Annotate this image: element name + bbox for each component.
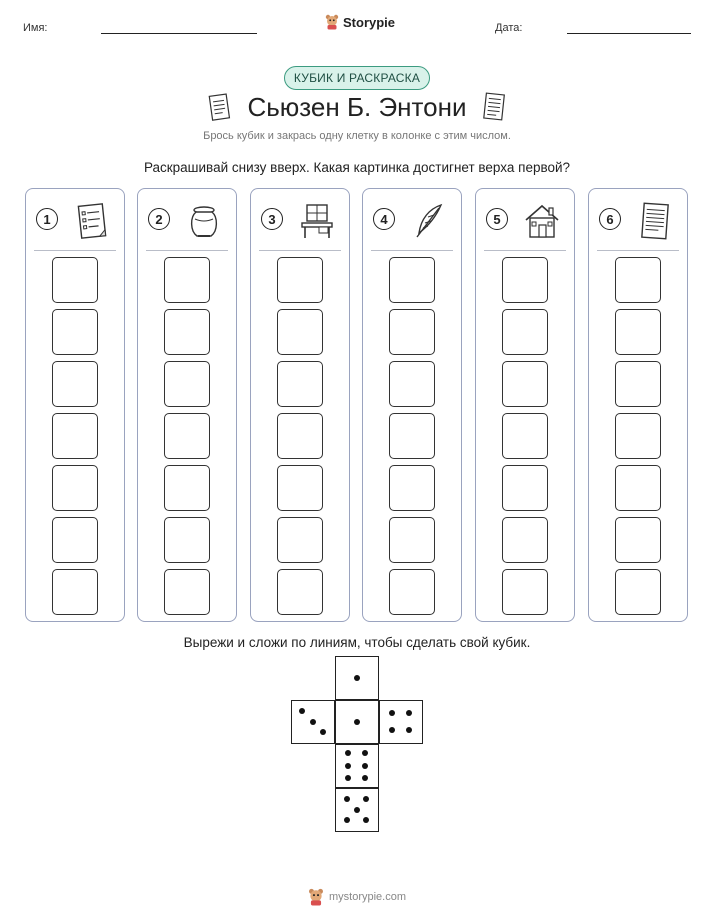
coloring-cell[interactable] [277, 257, 323, 303]
die-pip [299, 708, 305, 714]
coloring-cell[interactable] [164, 517, 210, 563]
die-face-1 [335, 700, 379, 744]
coloring-cell[interactable] [164, 309, 210, 355]
column-header [138, 189, 236, 249]
date-field-line[interactable] [567, 33, 691, 34]
die-pip [362, 763, 368, 769]
coloring-cell[interactable] [277, 569, 323, 615]
coloring-instruction: Раскрашивай снизу вверх. Какая картинка достигнет верха первой? [143, 160, 571, 175]
coloring-cell[interactable] [164, 257, 210, 303]
die-pip [389, 727, 395, 733]
pot-icon [184, 201, 224, 241]
die-pip [354, 719, 360, 725]
coloring-cell[interactable] [615, 257, 661, 303]
column-divider [597, 250, 679, 251]
column-divider [34, 250, 116, 251]
coloring-cell[interactable] [615, 569, 661, 615]
coloring-cell[interactable] [389, 257, 435, 303]
coloring-cell[interactable] [277, 309, 323, 355]
checklist-icon [72, 201, 112, 241]
column-divider [146, 250, 228, 251]
column-number: 1 [36, 208, 58, 230]
coloring-cell[interactable] [615, 309, 661, 355]
column-number: 2 [148, 208, 170, 230]
name-label: Имя: [23, 22, 48, 34]
subtitle: Брось кубик и закрась одну клетку в колонке с этим числом. [203, 130, 511, 142]
die-pip [344, 817, 350, 823]
die-pip [389, 710, 395, 716]
die-pip [320, 729, 326, 735]
die-pip [345, 775, 351, 781]
coloring-cell[interactable] [52, 517, 98, 563]
name-field-line[interactable] [101, 33, 257, 34]
coloring-cell[interactable] [277, 413, 323, 459]
column-divider [259, 250, 341, 251]
activity-tag: КУБИК И РАСКРАСКА [284, 66, 430, 90]
die-pip [344, 796, 350, 802]
coloring-cell[interactable] [52, 361, 98, 407]
die-column-5 [475, 188, 575, 622]
coloring-cell[interactable] [502, 413, 548, 459]
document-icon [635, 201, 675, 241]
coloring-cell[interactable] [164, 569, 210, 615]
column-number: 3 [261, 208, 283, 230]
column-number: 6 [599, 208, 621, 230]
footer [0, 888, 714, 906]
coloring-cell[interactable] [502, 465, 548, 511]
coloring-cell[interactable] [389, 569, 435, 615]
bear-mascot-icon [325, 14, 339, 30]
column-number: 5 [486, 208, 508, 230]
die-face-3 [291, 700, 335, 744]
coloring-cell[interactable] [615, 361, 661, 407]
coloring-cell[interactable] [277, 361, 323, 407]
coloring-cell[interactable] [502, 517, 548, 563]
die-face-5 [335, 788, 379, 832]
document-title-right-icon [480, 92, 508, 122]
die-face-4 [379, 700, 423, 744]
page-title: Сьюзен Б. Энтони [247, 92, 467, 122]
die-face-1 [335, 656, 379, 700]
coloring-cell[interactable] [389, 413, 435, 459]
coloring-cell[interactable] [277, 517, 323, 563]
coloring-cell[interactable] [164, 465, 210, 511]
die-pip [362, 775, 368, 781]
coloring-cell[interactable] [52, 257, 98, 303]
bear-mascot-icon [308, 888, 324, 906]
brand-name: Storypie [343, 14, 396, 30]
die-column-3 [250, 188, 350, 622]
feather-quill-icon [409, 201, 449, 241]
coloring-cell[interactable] [615, 465, 661, 511]
die-pip [363, 817, 369, 823]
coloring-cell[interactable] [164, 413, 210, 459]
coloring-cell[interactable] [502, 569, 548, 615]
coloring-cell[interactable] [277, 465, 323, 511]
footer-url: mystorypie.com [328, 891, 407, 903]
coloring-cell[interactable] [502, 361, 548, 407]
coloring-cell[interactable] [502, 257, 548, 303]
coloring-cell[interactable] [615, 517, 661, 563]
coloring-cell[interactable] [389, 361, 435, 407]
coloring-cell[interactable] [502, 309, 548, 355]
column-header [251, 189, 349, 249]
coloring-cell[interactable] [52, 465, 98, 511]
coloring-cell[interactable] [389, 465, 435, 511]
column-header [26, 189, 124, 249]
coloring-cell[interactable] [52, 309, 98, 355]
column-header [589, 189, 687, 249]
coloring-cell[interactable] [52, 569, 98, 615]
column-header [363, 189, 461, 249]
date-label: Дата: [495, 22, 523, 34]
die-face-6 [335, 744, 379, 788]
coloring-cell[interactable] [164, 361, 210, 407]
die-pip [345, 750, 351, 756]
die-pip [354, 675, 360, 681]
coloring-cell[interactable] [615, 413, 661, 459]
die-column-2 [137, 188, 237, 622]
coloring-cell[interactable] [52, 413, 98, 459]
column-divider [484, 250, 566, 251]
die-column-4 [362, 188, 462, 622]
house-icon [522, 201, 562, 241]
die-pip [310, 719, 316, 725]
die-column-1 [25, 188, 125, 622]
brand-logo [325, 14, 395, 30]
window-desk-icon [297, 201, 337, 241]
coloring-cell[interactable] [389, 309, 435, 355]
column-divider [371, 250, 453, 251]
die-pip [406, 727, 412, 733]
die-pip [354, 807, 360, 813]
die-pip [406, 710, 412, 716]
die-pip [345, 763, 351, 769]
cut-instruction: Вырежи и сложи по линиям, чтобы сделать свой кубик. [183, 635, 531, 650]
die-pip [363, 796, 369, 802]
column-number: 4 [373, 208, 395, 230]
column-header [476, 189, 574, 249]
die-pip [362, 750, 368, 756]
die-column-6 [588, 188, 688, 622]
coloring-cell[interactable] [389, 517, 435, 563]
